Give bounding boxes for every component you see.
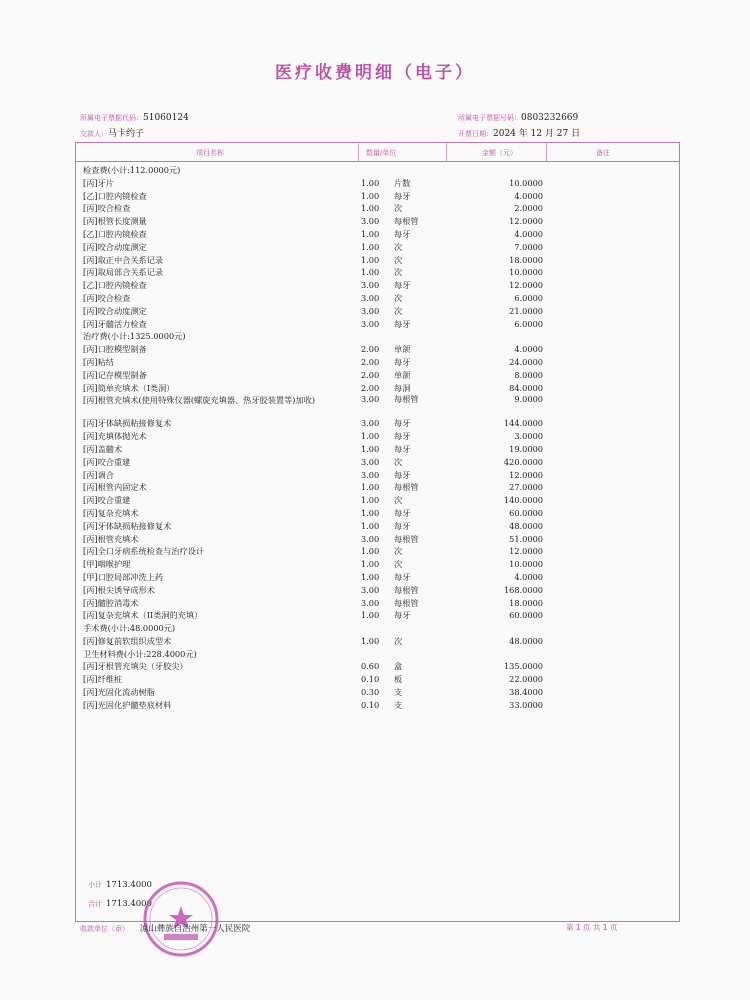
item-name: [丙]调合 xyxy=(83,469,114,480)
table-row xyxy=(76,254,679,267)
item-amount: 27.0000 xyxy=(509,482,543,493)
table-row xyxy=(76,190,679,203)
item-name: [丙]牙髓活力检查 xyxy=(83,318,147,329)
item-name: [丙]咬合检查 xyxy=(83,292,131,303)
item-name: [丙]根管长度测量 xyxy=(83,216,147,227)
item-amount: 19.0000 xyxy=(509,443,543,454)
table-body xyxy=(76,164,679,712)
item-amount: 21.0000 xyxy=(509,305,543,316)
bill-code xyxy=(80,113,189,123)
item-name: [甲]口腔局部冲洗上药 xyxy=(83,571,164,582)
column-divider xyxy=(358,143,359,161)
item-quantity: 1.00 xyxy=(361,241,380,252)
col-amount-header: 金额（元） xyxy=(482,149,517,157)
payer-value: 马卡约子 xyxy=(108,129,145,139)
item-unit: 每牙 xyxy=(394,356,411,367)
item-quantity: 3.00 xyxy=(361,318,380,329)
item-name: [丙]牙片 xyxy=(83,177,114,188)
category-row xyxy=(76,164,679,177)
item-unit: 每根管 xyxy=(394,482,419,493)
item-unit: 每牙 xyxy=(394,443,411,454)
item-amount: 144.0000 xyxy=(503,418,543,429)
table-row xyxy=(76,699,679,712)
item-quantity: 1.00 xyxy=(361,431,380,442)
category-label: 手术费(小计:48.0000元) xyxy=(83,623,176,634)
table-row xyxy=(76,279,679,292)
item-name: [丙]取正中合关系记录 xyxy=(83,254,164,265)
issue-date xyxy=(458,126,580,139)
item-quantity: 3.00 xyxy=(361,216,380,227)
item-unit: 每牙 xyxy=(394,190,411,201)
item-quantity: 3.00 xyxy=(361,597,380,608)
table-row xyxy=(76,660,679,673)
issue-date-value: 2024 年 12 月 27 日 xyxy=(493,129,581,139)
total-label: 合计 xyxy=(88,900,102,908)
item-name: [乙]口腔内镜检查 xyxy=(83,280,147,291)
item-unit: 次 xyxy=(394,203,403,214)
item-name: [丙]根管内固定术 xyxy=(83,482,147,493)
item-unit: 每根管 xyxy=(394,533,419,544)
table-row xyxy=(76,481,679,494)
item-quantity: 0.30 xyxy=(361,687,380,698)
item-unit: 每牙 xyxy=(394,318,411,329)
category-label: 治疗费(小计:1325.0000元) xyxy=(83,331,186,342)
item-quantity: 3.00 xyxy=(361,469,380,480)
item-name: [丙]盖髓术 xyxy=(83,443,123,454)
item-quantity: 0.60 xyxy=(361,661,380,672)
item-unit: 板 xyxy=(394,674,403,685)
col-qty-unit-header: 数量/单位 xyxy=(366,149,397,157)
table-row xyxy=(76,520,679,533)
item-amount: 4.0000 xyxy=(514,344,543,355)
payee-value: 凉山彝族自治州第一人民医院 xyxy=(139,924,251,934)
item-name: [丙]咬合动度测定 xyxy=(83,241,147,252)
item-name: [丙]全口牙病系统检查与治疗设计 xyxy=(83,546,205,557)
item-unit: 每根管 xyxy=(394,394,419,405)
table-row xyxy=(76,343,679,356)
item-name: [丙]光固化流动树脂 xyxy=(83,687,155,698)
item-amount: 51.0000 xyxy=(509,533,543,544)
item-amount: 4.0000 xyxy=(514,228,543,239)
item-amount: 24.0000 xyxy=(509,356,543,367)
item-amount: 12.0000 xyxy=(509,546,543,557)
item-amount: 10.0000 xyxy=(509,559,543,570)
table-row xyxy=(76,533,679,546)
item-name: [丙]口腔模型制备 xyxy=(83,344,147,355)
item-unit: 支 xyxy=(394,699,403,710)
item-quantity: 2.00 xyxy=(361,369,380,380)
table-row xyxy=(76,469,679,482)
item-quantity: 1.00 xyxy=(361,495,380,506)
item-amount: 12.0000 xyxy=(509,280,543,291)
item-quantity: 0.10 xyxy=(361,674,380,685)
item-quantity: 3.00 xyxy=(361,394,380,405)
item-quantity: 0.10 xyxy=(361,699,380,710)
item-quantity: 1.00 xyxy=(361,482,380,493)
bill-code-label: 所属电子票据代码： xyxy=(80,114,143,122)
item-amount: 60.0000 xyxy=(509,507,543,518)
table-row xyxy=(76,241,679,254)
item-quantity: 3.00 xyxy=(361,456,380,467)
item-amount: 420.0000 xyxy=(503,456,543,467)
item-unit: 每根管 xyxy=(394,216,419,227)
table-row xyxy=(76,443,679,456)
issue-date-label: 开票日期： xyxy=(458,130,493,138)
item-name: [丙]牙体缺损粘接修复术 xyxy=(83,418,172,429)
item-unit: 次 xyxy=(394,635,403,646)
item-unit: 次 xyxy=(394,254,403,265)
table-header xyxy=(76,143,679,162)
item-quantity: 3.00 xyxy=(361,292,380,303)
item-name: [丙]牙体缺损粘接修复术 xyxy=(83,520,172,531)
item-name: [丙]根管充填术 xyxy=(83,533,139,544)
category-label: 卫生材料费(小计:228.4000元) xyxy=(83,648,197,659)
item-quantity: 3.00 xyxy=(361,305,380,316)
item-unit: 每根管 xyxy=(394,584,419,595)
item-quantity: 1.00 xyxy=(361,190,380,201)
item-amount: 18.0000 xyxy=(509,254,543,265)
item-unit: 次 xyxy=(394,241,403,252)
table-row xyxy=(76,215,679,228)
item-amount: 33.0000 xyxy=(509,699,543,710)
item-unit: 每牙 xyxy=(394,610,411,621)
table-row xyxy=(76,558,679,571)
item-name: [丙]咬合检查 xyxy=(83,203,131,214)
col-note-header: 备注 xyxy=(596,149,610,157)
item-unit: 次 xyxy=(394,267,403,278)
col-name-header: 项目名称 xyxy=(196,149,224,157)
payee xyxy=(80,922,250,934)
item-unit: 每牙 xyxy=(394,469,411,480)
item-quantity: 3.00 xyxy=(361,584,380,595)
item-unit: 单颌 xyxy=(394,344,411,355)
item-unit: 次 xyxy=(394,495,403,506)
item-quantity: 1.00 xyxy=(361,559,380,570)
item-amount: 4.0000 xyxy=(514,190,543,201)
item-amount: 22.0000 xyxy=(509,674,543,685)
item-unit: 单颌 xyxy=(394,369,411,380)
item-quantity: 1.00 xyxy=(361,254,380,265)
category-row xyxy=(76,648,679,661)
item-amount: 140.0000 xyxy=(503,495,543,506)
item-name: [丙]简单充填术（I类洞） xyxy=(83,382,175,393)
subtotal-label: 小计 xyxy=(88,881,102,889)
item-unit: 每牙 xyxy=(394,280,411,291)
payer-label: 交款人： xyxy=(80,130,108,138)
item-quantity: 1.00 xyxy=(361,228,380,239)
item-amount: 48.0000 xyxy=(509,520,543,531)
item-quantity: 3.00 xyxy=(361,533,380,544)
item-amount: 135.0000 xyxy=(503,661,543,672)
item-unit: 每牙 xyxy=(394,418,411,429)
item-unit: 每牙 xyxy=(394,571,411,582)
table-row xyxy=(76,202,679,215)
item-name: [丙]复杂充填术 xyxy=(83,507,139,518)
item-quantity: 1.00 xyxy=(361,267,380,278)
item-unit: 支 xyxy=(394,687,403,698)
table-row xyxy=(76,584,679,597)
item-quantity: 1.00 xyxy=(361,546,380,557)
item-quantity: 1.00 xyxy=(361,520,380,531)
item-quantity: 1.00 xyxy=(361,177,380,188)
item-quantity: 1.00 xyxy=(361,610,380,621)
category-label: 检查费(小计:112.0000元) xyxy=(83,165,181,175)
item-amount: 168.0000 xyxy=(503,584,543,595)
table-row xyxy=(76,430,679,443)
item-name: [丙]粘结 xyxy=(83,356,114,367)
table-row xyxy=(76,545,679,558)
item-amount: 10.0000 xyxy=(509,267,543,278)
payer xyxy=(80,126,144,139)
item-quantity: 1.00 xyxy=(361,203,380,214)
item-quantity: 1.00 xyxy=(361,571,380,582)
table-row xyxy=(76,597,679,610)
table-row xyxy=(76,369,679,382)
payee-label: 收款单位（章） xyxy=(80,925,129,933)
item-amount: 7.0000 xyxy=(514,241,543,252)
item-amount: 48.0000 xyxy=(509,635,543,646)
item-quantity: 3.00 xyxy=(361,418,380,429)
table-row xyxy=(76,228,679,241)
document-title: 医疗收费明细（电子） xyxy=(275,63,475,83)
item-quantity: 2.00 xyxy=(361,382,380,393)
item-amount: 12.0000 xyxy=(509,469,543,480)
item-amount: 3.0000 xyxy=(514,431,543,442)
table-row xyxy=(76,507,679,520)
item-unit: 每洞 xyxy=(394,382,411,393)
item-amount: 2.0000 xyxy=(514,203,543,214)
bill-number-label: 所属电子票据号码： xyxy=(458,114,521,122)
page-indicator: 第 1 页 共 1 页 xyxy=(566,923,618,932)
table-row xyxy=(76,686,679,699)
table-row xyxy=(76,673,679,686)
bill-code-value: 51060124 xyxy=(143,113,189,123)
item-name: [丙]咬合重建 xyxy=(83,456,131,467)
item-quantity: 1.00 xyxy=(361,507,380,518)
item-amount: 8.0000 xyxy=(514,369,543,380)
item-amount: 10.0000 xyxy=(509,177,543,188)
table-row xyxy=(76,609,679,622)
category-row xyxy=(76,330,679,343)
item-name: [丙]记存模型制备 xyxy=(83,369,147,380)
item-amount: 9.0000 xyxy=(514,394,543,405)
table-row xyxy=(76,292,679,305)
table-row xyxy=(76,305,679,318)
item-name: [丙]咬合重建 xyxy=(83,495,131,506)
category-row xyxy=(76,622,679,635)
table-row xyxy=(76,266,679,279)
detail-table xyxy=(75,142,680,922)
item-unit: 每牙 xyxy=(394,507,411,518)
bill-number xyxy=(458,113,578,123)
item-name: [丙]髓腔消毒术 xyxy=(83,597,139,608)
table-row xyxy=(76,456,679,469)
table-row xyxy=(76,318,679,331)
item-unit: 次 xyxy=(394,292,403,303)
item-unit: 次 xyxy=(394,546,403,557)
item-amount: 38.4000 xyxy=(509,687,543,698)
item-unit: 每牙 xyxy=(394,431,411,442)
item-name: [乙]口腔内镜检查 xyxy=(83,190,147,201)
item-name: [丙]取局部合关系记录 xyxy=(83,267,164,278)
hospital-seal-icon xyxy=(142,880,220,958)
item-unit: 次 xyxy=(394,559,403,570)
item-name: [丙]根管充填术(使用特殊仪器(螺旋充填器、热牙胶装置等)加收) xyxy=(83,395,316,406)
item-name: [丙]根尖诱导成形术 xyxy=(83,584,155,595)
item-unit: 次 xyxy=(394,456,403,467)
item-name: [乙]口腔内镜检查 xyxy=(83,228,147,239)
table-row xyxy=(76,494,679,507)
subtotal-value: 1713.4000 xyxy=(106,880,152,890)
item-name: [甲]咽喉护理 xyxy=(83,559,131,570)
table-row xyxy=(76,356,679,369)
item-amount: 60.0000 xyxy=(509,610,543,621)
item-name: [丙]纤维桩 xyxy=(83,674,123,685)
table-row xyxy=(76,635,679,648)
item-quantity: 1.00 xyxy=(361,443,380,454)
table-row xyxy=(76,571,679,584)
bill-number-value: 0803232669 xyxy=(521,113,579,123)
total-value: 1713.4000 xyxy=(106,899,152,909)
item-amount: 84.0000 xyxy=(509,382,543,393)
item-name: [丙]光固化护髓垫底材料 xyxy=(83,699,172,710)
item-amount: 6.0000 xyxy=(514,292,543,303)
item-unit: 片数 xyxy=(394,177,411,188)
item-name: [丙]修复前软组织成型术 xyxy=(83,635,172,646)
item-unit: 盒 xyxy=(394,661,403,672)
item-quantity: 3.00 xyxy=(361,280,380,291)
item-amount: 18.0000 xyxy=(509,597,543,608)
table-row xyxy=(76,417,679,430)
item-quantity: 1.00 xyxy=(361,635,380,646)
item-amount: 4.0000 xyxy=(514,571,543,582)
item-quantity: 2.00 xyxy=(361,344,380,355)
table-row xyxy=(76,394,679,417)
column-divider xyxy=(546,143,547,161)
item-unit: 次 xyxy=(394,305,403,316)
item-name: [丙]充填体抛光术 xyxy=(83,431,147,442)
item-name: [丙]咬合动度测定 xyxy=(83,305,147,316)
item-name: [丙]复杂充填术（II类洞的充填） xyxy=(83,610,203,621)
item-unit: 每牙 xyxy=(394,228,411,239)
item-unit: 每牙 xyxy=(394,520,411,531)
item-amount: 6.0000 xyxy=(514,318,543,329)
column-divider xyxy=(446,143,447,161)
item-quantity: 2.00 xyxy=(361,356,380,367)
table-row xyxy=(76,177,679,190)
item-amount: 12.0000 xyxy=(509,216,543,227)
item-name: [丙]牙根管充填尖（牙胶尖） xyxy=(83,661,188,672)
item-unit: 每根管 xyxy=(394,597,419,608)
